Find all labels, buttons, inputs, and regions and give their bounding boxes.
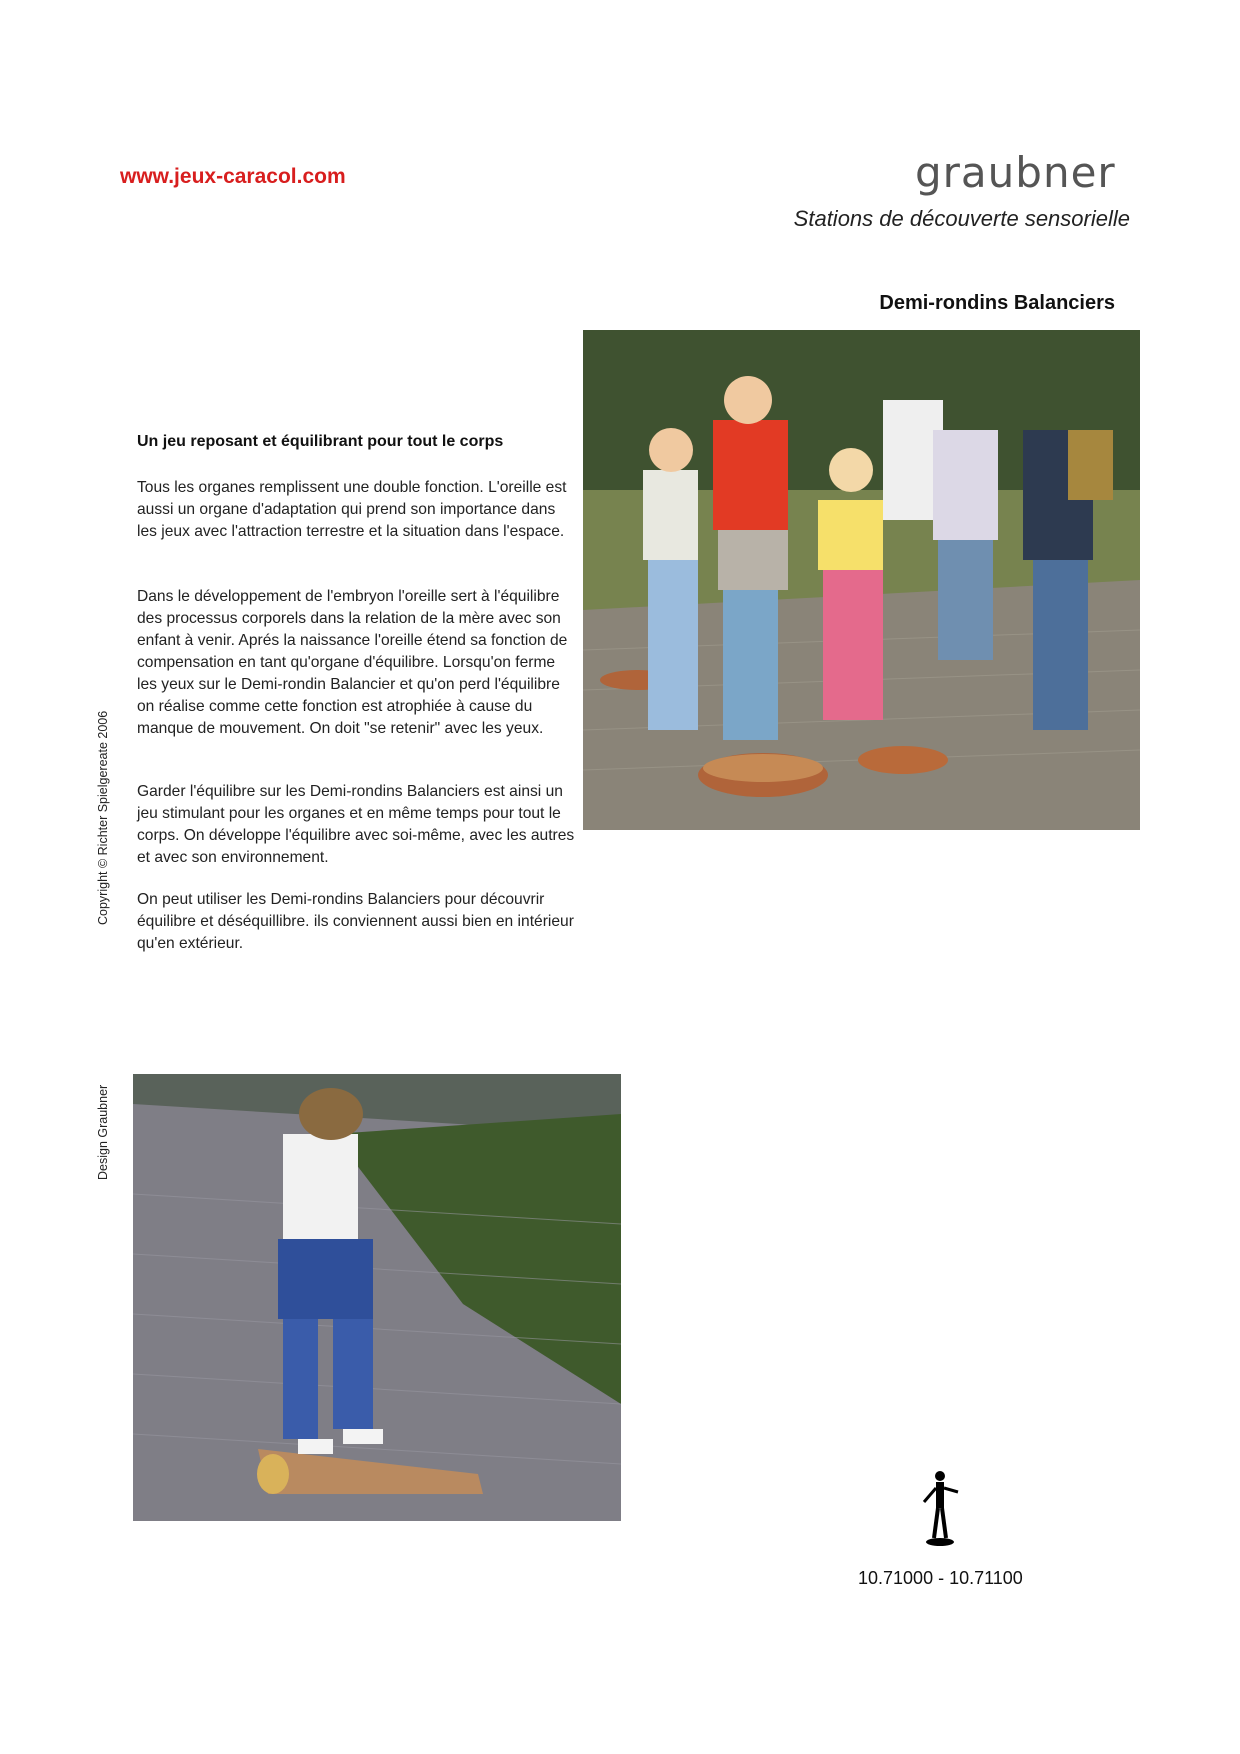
balancing-person-icon — [920, 1468, 960, 1548]
graubner-logo: graubner — [915, 148, 1116, 197]
product-title: Demi-rondins Balanciers — [879, 292, 1115, 314]
website-link[interactable]: www.jeux-caracol.com — [120, 165, 346, 188]
children-balancing-photo — [583, 330, 1140, 830]
design-credit: Design Graubner — [96, 1084, 110, 1180]
product-reference: 10.71000 - 10.71100 — [858, 1568, 1023, 1588]
intro-heading: Un jeu reposant et équilibrant pour tout le corps — [137, 433, 504, 450]
paragraph-2: Dans le développement de l'embryon l'oreille sert à l'équilibre des processus corporels dans la relation de la mère avec son enfant à venir. Aprés la naissance l'oreille étend sa fonction de compensation en tant qu'organe d'équilibre. Lorsqu'on ferme les yeux sur le Demi-rondin Balancier et qu'on perd l'équilibre on réalise comme cette fonction est atrophiée à cause du manque de mouvement. On doit "se retenir" avec les yeux. — [137, 588, 568, 737]
paragraph-1: Tous les organes remplissent une double fonction. L'oreille est aussi un organe d'adaptation qui prend son importance dans les jeux avec l'attraction terrestre et la situation dans l'espace. — [137, 479, 567, 540]
paragraph-4: On peut utiliser les Demi-rondins Balanciers pour découvrir équilibre et déséquillibre. ils conviennent aussi bien en intérieur qu'en extérieur. — [137, 891, 574, 952]
copyright-note: Copyright © Richter Spielgereate 2006 — [96, 710, 110, 925]
page-subtitle: Stations de découverte sensorielle — [793, 206, 1130, 231]
child-balancing-photo — [133, 1074, 621, 1521]
paragraph-3: Garder l'équilibre sur les Demi-rondins Balanciers est ainsi un jeu stimulant pour les organes et en même temps pour tout le corps. On développe l'équilibre avec soi-même, avec les autres et avec son environnement. — [137, 783, 575, 866]
